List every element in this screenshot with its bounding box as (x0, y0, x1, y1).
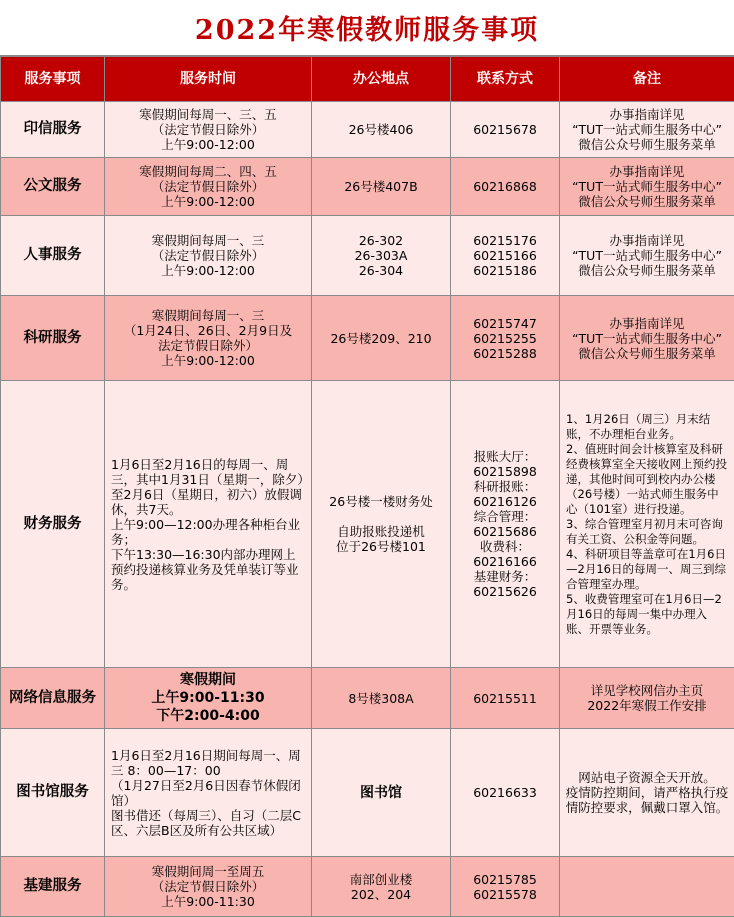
service-contact: 报账大厅： 60215898 科研报账： 60216126 综合管理： 60215686 收费科： 60216166 基建财务： 60215626 (451, 381, 560, 668)
service-name: 公文服务 (1, 158, 105, 216)
service-location: 8号楼308A (312, 668, 451, 729)
table-row (1, 102, 734, 158)
service-time: 1月6日至2月16日期间每周一、周三 8：00—17：00 （1月27日至2月6日因春节休假闭馆） 图书借还（每周三）、自习（二层C区、六层B区及所有公共区域） (105, 729, 312, 857)
service-contact: 60216633 (451, 729, 560, 857)
service-location: 南部创业楼 202、204 (312, 857, 451, 917)
table-row (1, 216, 734, 296)
service-note: 办事指南详见 “TUT一站式师生服务中心” 微信公众号师生服务菜单 (560, 102, 734, 158)
service-time: 寒假期间 上午9:00-11:30 下午2:00-4:00 (105, 668, 312, 729)
service-location: 图书馆 (312, 729, 451, 857)
service-note: 网站电子资源全天开放。 疫情防控期间，请严格执行疫情防控要求，佩戴口罩入馆。 (560, 729, 734, 857)
table-row (1, 729, 734, 857)
header-location: 办公地点 (312, 57, 451, 102)
service-name: 科研服务 (1, 296, 105, 381)
table-row (1, 296, 734, 381)
table-row (1, 381, 734, 668)
service-contact: 60215176 60215166 60215186 (451, 216, 560, 296)
service-time: 寒假期间周一至周五 （法定节假日除外） 上午9:00-11:30 (105, 857, 312, 917)
service-time: 寒假期间每周一、三 （法定节假日除外） 上午9:00-12:00 (105, 216, 312, 296)
service-contact: 60216868 (451, 158, 560, 216)
service-note: 办事指南详见 “TUT一站式师生服务中心” 微信公众号师生服务菜单 (560, 158, 734, 216)
header-time: 服务时间 (105, 57, 312, 102)
service-location: 26-302 26-303A 26-304 (312, 216, 451, 296)
service-note: 详见学校网信办主页 2022年寒假工作安排 (560, 668, 734, 729)
header-note: 备注 (560, 57, 734, 102)
service-time: 寒假期间每周二、四、五 （法定节假日除外） 上午9:00-12:00 (105, 158, 312, 216)
service-name: 网络信息服务 (1, 668, 105, 729)
service-time: 寒假期间每周一、三 （1月24日、26日、2月9日及 法定节假日除外） 上午9:00-12:00 (105, 296, 312, 381)
service-contact: 60215747 60215255 60215288 (451, 296, 560, 381)
service-name: 财务服务 (1, 381, 105, 668)
service-time: 寒假期间每周一、三、五 （法定节假日除外） 上午9:00-12:00 (105, 102, 312, 158)
service-name: 人事服务 (1, 216, 105, 296)
service-name: 基建服务 (1, 857, 105, 917)
page-title: 2022年寒假教师服务事项 (0, 0, 734, 56)
service-location: 26号楼一楼财务处 自助报账投递机 位于26号楼101 (312, 381, 451, 668)
service-time: 1月6日至2月16日的每周一、周三，其中1月31日（星期一，除夕）至2月6日（星期日，初六）放假调休，共7天。 上午9:00—12:00办理各种柜台业务； 下午13:30—16:30内部办理网上预约投递核算业务及凭单装订等业务。 (105, 381, 312, 668)
service-contact: 60215511 (451, 668, 560, 729)
service-location: 26号楼209、210 (312, 296, 451, 381)
table-row (1, 158, 734, 216)
header-contact: 联系方式 (451, 57, 560, 102)
table-header-row (1, 57, 734, 102)
service-location: 26号楼406 (312, 102, 451, 158)
service-name: 图书馆服务 (1, 729, 105, 857)
service-note (560, 857, 734, 917)
table-row (1, 668, 734, 729)
service-note: 1、1月26日（周三）月末结账，不办理柜台业务。 2、值班时间会计核算室及科研经费核算室全天接收网上预约投递，其他时间可到校内办公楼（26号楼）一站式师生服务中心（101室）进行投递。 3、综合管理室月初月末可咨询有关工资、公积金等问题。 4、科研项目等盖章可在1月6日—2月16日的每周一、周三到综合管理室办理。 5、收费管理室可在1月6日—2月16日的每周一集中办理入账、开票等业务。 (560, 381, 734, 668)
header-service: 服务事项 (1, 57, 105, 102)
service-table (0, 56, 734, 917)
service-location: 26号楼407B (312, 158, 451, 216)
service-name: 印信服务 (1, 102, 105, 158)
service-note: 办事指南详见 “TUT一站式师生服务中心” 微信公众号师生服务菜单 (560, 296, 734, 381)
table-row (1, 857, 734, 917)
service-note: 办事指南详见 “TUT一站式师生服务中心” 微信公众号师生服务菜单 (560, 216, 734, 296)
service-contact: 60215785 60215578 (451, 857, 560, 917)
service-contact: 60215678 (451, 102, 560, 158)
